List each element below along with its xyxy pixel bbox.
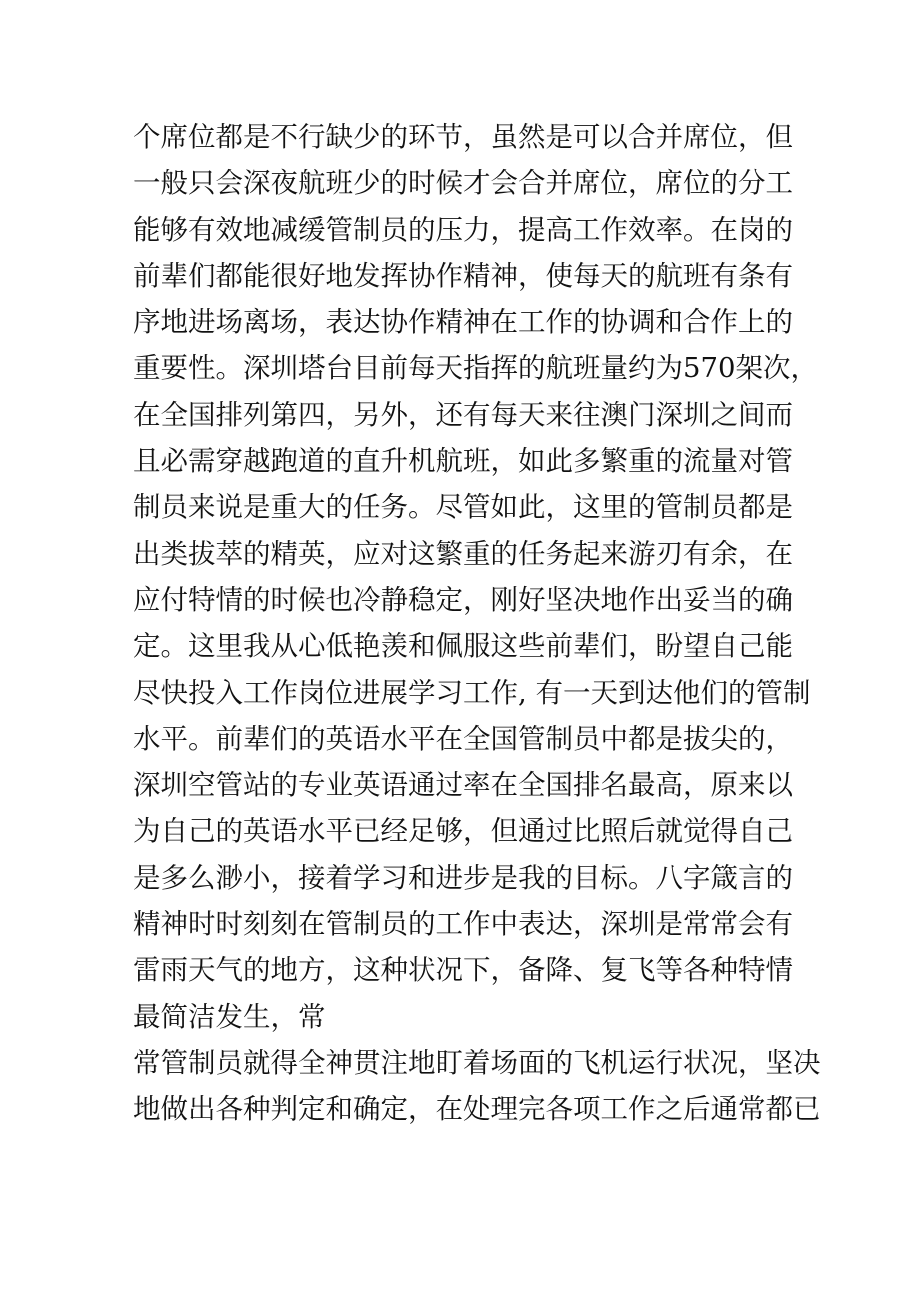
text-line: 个席位都是不行缺少的环节，虽然是可以合并席位，但 xyxy=(133,121,793,153)
text-line: 地做出各种判定和确定，在处理完各项工作之后通常都已 xyxy=(133,1093,821,1126)
text-line: 尽快投入工作岗位进展学习工作, 有一天到达他们的管制 xyxy=(133,676,811,709)
text-line: 能够有效地减缓管制员的压力，提高工作效率。在岗的 xyxy=(133,213,793,246)
text-line: 定。这里我从心低艳羡和佩服这些前辈们，盼望自己能 xyxy=(133,630,793,663)
text-line: 一般只会深夜航班少的时候才会合并席位，席位的分工 xyxy=(133,167,793,200)
text-line: 最简洁发生，常 xyxy=(133,1000,326,1033)
text-line: 为自己的英语水平已经足够，但通过比照后就觉得自己 xyxy=(133,815,793,848)
text-line: 前辈们都能很好地发挥协作精神，使每天的航班有条有 xyxy=(133,259,793,292)
text-line: 应付特情的时候也冷静稳定，刚好坚决地作出妥当的确 xyxy=(133,583,793,616)
text-line: 雷雨天气的地方，这种状况下，备降、复飞等各种特情 xyxy=(133,954,793,987)
text-line: 精神时时刻刻在管制员的工作中表达，深圳是常常会有 xyxy=(133,908,793,941)
body-text xyxy=(133,114,821,1133)
text-line: 深圳空管站的专业英语通过率在全国排名最高，原来以 xyxy=(133,769,793,802)
text-line: 水平。前辈们的英语水平在全国管制员中都是拔尖的， xyxy=(133,722,793,755)
text-line: 且必需穿越跑道的直升机航班，如此多繁重的流量对管 xyxy=(133,445,793,478)
text-line: 序地进场离场，表达协作精神在工作的协调和合作上的 xyxy=(133,306,793,339)
text-line: 出类拔萃的精英，应对这繁重的任务起来游刃有余，在 xyxy=(133,537,793,570)
text-line: 是多么渺小，接着学习和进步是我的目标。八字箴言的 xyxy=(133,861,793,894)
text-line: 制员来说是重大的任务。尽管如此，这里的管制员都是 xyxy=(133,491,793,524)
text-line: 常管制员就得全神贯注地盯着场面的飞机运行状况，坚决 xyxy=(133,1046,821,1079)
text-line: 重要性。深圳塔台目前每天指挥的航班量约为570架次， xyxy=(133,352,818,385)
text-line: 在全国排列第四，另外，还有每天来往澳门深圳之间而 xyxy=(133,398,793,431)
